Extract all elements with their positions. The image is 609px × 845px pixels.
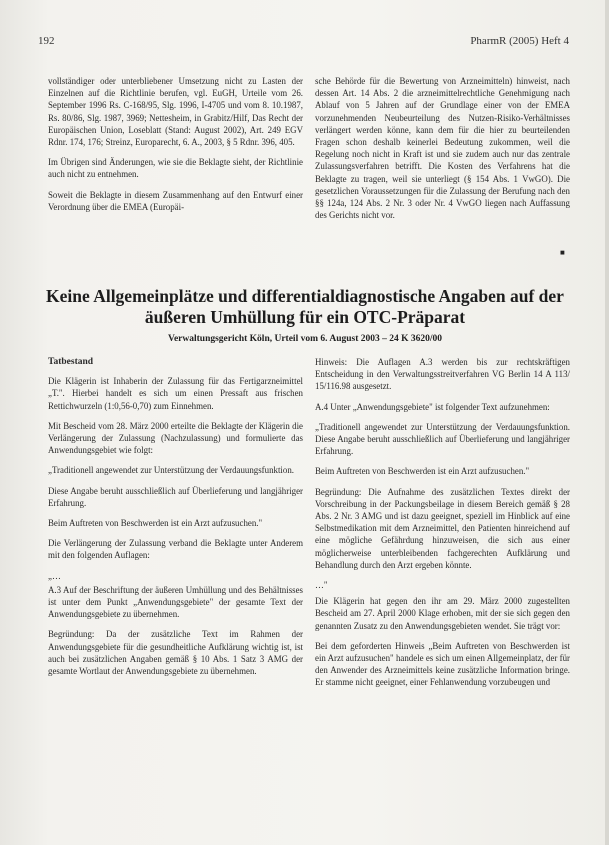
paragraph: …" bbox=[315, 580, 328, 591]
paragraph: Hinweis: Die Auflagen A.3 werden bis zur rechtskräftigen Entscheidung in den Verwaltungsstreitverfahren VG Berlin 14 A 113/ 15/116.98 ausgesetzt. bbox=[315, 357, 570, 392]
paragraph: Bei dem geforderten Hinweis „Beim Auftreten von Beschwerden ist ein Arzt aufzusuchen" handele es sich um einen Allgemeinplatz, der für den Anwender des Arzneimittels keine zusätzliche Information bringe. Er stamme nicht geeignet, einer Fehlanwendung vorzubeugen und bbox=[315, 640, 570, 688]
paragraph: Die Verlängerung der Zulassung verband die Beklagte unter Anderem mit den folgenden Auflagen: bbox=[48, 538, 303, 561]
running-header bbox=[38, 35, 569, 47]
section-heading: Tatbestand bbox=[48, 357, 94, 367]
main-left-column bbox=[48, 356, 303, 685]
paragraph: Soweit die Beklagte in diesem Zusammenhang auf den Entwurf einer Verordnung über die EMEA (Europäi- bbox=[48, 189, 303, 212]
article-title-line-1: Keine Allgemeinplätze und differentialdiagnostische Angaben auf der bbox=[46, 286, 564, 306]
paragraph: „… bbox=[48, 570, 61, 581]
paragraph: „Traditionell angewendet zur Unterstützung der Verdauungsfunktion. bbox=[48, 465, 294, 476]
paragraph: Beim Auftreten von Beschwerden ist ein Arzt aufzusuchen." bbox=[48, 518, 263, 529]
paragraph: vollständiger oder unterbliebener Umsetzung nicht zu Lasten der Einzelnen auf die Richtlinie berufen, vgl. EuGH, Urteile vom 26. September 1996 Rs. C-168/95, Slg. 1996, I-4705 und vom 8. 10.1987, Rs. 80/86, Slg. 1987, 3969; Nettesheim, in Grabitz/Hilf, Das Recht der Europäischen Union, Loseblatt (Stand: August 2002), Art. 249 EGV Rdnr. 174, 176; Streinz, Europarecht, 6. A., 2003, § 5 Rdnr. 396, 405. bbox=[48, 76, 303, 148]
paragraph: Diese Angabe beruht ausschließlich auf Überlieferung und langjähriger Erfahrung. bbox=[48, 485, 303, 508]
article-subtitle: Verwaltungsgericht Köln, Urteil vom 6. August 2003 – 24 K 3620/00 bbox=[167, 334, 443, 344]
article-title-block bbox=[40, 286, 570, 344]
paragraph: Die Klägerin hat gegen den ihr am 29. März 2000 zugestellten Bescheid am 27. April 2000 Klage erhoben, mit der sie sich gegen den genannten Zusatz zu den Anwendungsgebieten wendet. Sie trägt vor: bbox=[315, 596, 570, 631]
paragraph: Die Klägerin ist Inhaberin der Zulassung für das Fertigarzneimittel „T.". Hierbei handelt es sich um einen Pressaft aus frischen Rettichwurzeln (1:0,56-0,70) zum Einnehmen. bbox=[48, 376, 303, 411]
main-right-column bbox=[315, 356, 570, 697]
paragraph: A.4 Unter „Anwendungsgebiete" ist folgender Text aufzunehmen: bbox=[315, 401, 550, 412]
paragraph: Beim Auftreten von Beschwerden ist ein Arzt aufzusuchen." bbox=[315, 466, 530, 477]
paragraph: Begründung: Da der zusätzliche Text im Rahmen der Anwendungsgebiete für die gesundheitliche Aufklärung wichtig ist, ist auch bei zusätzlichen Angaben gemäß § 10 Abs. 1 Satz 3 AMG der gesamte Wortlaut der Anwendungsgebiete zu übernehmen. bbox=[48, 629, 303, 677]
paragraph: „Traditionell angewendet zur Unterstützung der Verdauungsfunktion. Diese Angabe beruht ausschließlich auf Überlieferung und langjähriger Erfahrung. bbox=[315, 421, 570, 457]
paragraph: Mit Bescheid vom 28. März 2000 erteilte die Beklagte der Klägerin die Verlängerung der Zulassung (Nachzulassung) und formulierte das Anwendungsgebiet wie folgt: bbox=[48, 420, 303, 456]
scan-edge-shadow bbox=[605, 0, 609, 845]
article-title-line-2: äußeren Umhüllung für ein OTC-Präparat bbox=[144, 307, 466, 327]
top-right-column bbox=[315, 75, 570, 229]
article-title bbox=[40, 286, 570, 328]
paragraph: sche Behörde für die Bewertung von Arzneimitteln) hinweist, nach dessen Art. 14 Abs. 2 die arzneimittelrechtliche Genehmigung nach Ablauf von 5 Jahren auf der Grundlage einer von der EMEA vorzunehmenden Neubeurteilung des Nutzen-Risiko-Verhältnisses verlängert werden könne, kann dem für die hier zu beurteilenden Fragen schon deshalb keinerlei Bedeutung zukommen, weil die Regelung noch nicht in Kraft ist und sie zudem auch nur das zentrale Zulassungsverfahren betrifft. Die Kosten des Verfahrens hat die Beklagte zu tragen, weil sie unterliegt (§ 154 Abs. 1 VwGO). Die gesetzlichen Voraussetzungen für die Zulassung der Berufung nach den §§ 124a, 124 Abs. 2 Nr. 3 oder Nr. 4 VwGO liegen nach Auffassung des Gerichts nicht vor. bbox=[315, 76, 570, 221]
page-number: 192 bbox=[38, 35, 55, 47]
top-left-column bbox=[48, 75, 303, 221]
paragraph: Begründung: Die Aufnahme des zusätzlichen Textes direkt der Vorschreibung in der Packungsbeilage in diesem Bereich gemäß § 28 Abs. 2 Nr. 3 AMG und ist dazu geeignet, speziell im Hinblick auf eine Selbstmedikation mit dem Arzneimittel, den Patienten hinreichend auf eine mögliche Gefährdung hinzuweisen, die sich aus einer möglicherweise unterbleibenden fachgerechten Aufklärung und Behandlung durch den Arzt ergeben könnte. bbox=[315, 486, 570, 570]
journal-reference: PharmR (2005) Heft 4 bbox=[470, 35, 569, 47]
paragraph: A.3 Auf der Beschriftung der äußeren Umhüllung und des Behältnisses ist unter dem Punkt „Anwendungsgebiete" der gesamte Text der Anwendungsgebiete zu übernehmen. bbox=[48, 584, 303, 620]
paragraph: Im Übrigen sind Änderungen, wie sie die Beklagte sieht, der Richtlinie auch nicht zu entnehmen. bbox=[48, 157, 303, 180]
end-of-article-mark: ■ bbox=[560, 248, 565, 257]
